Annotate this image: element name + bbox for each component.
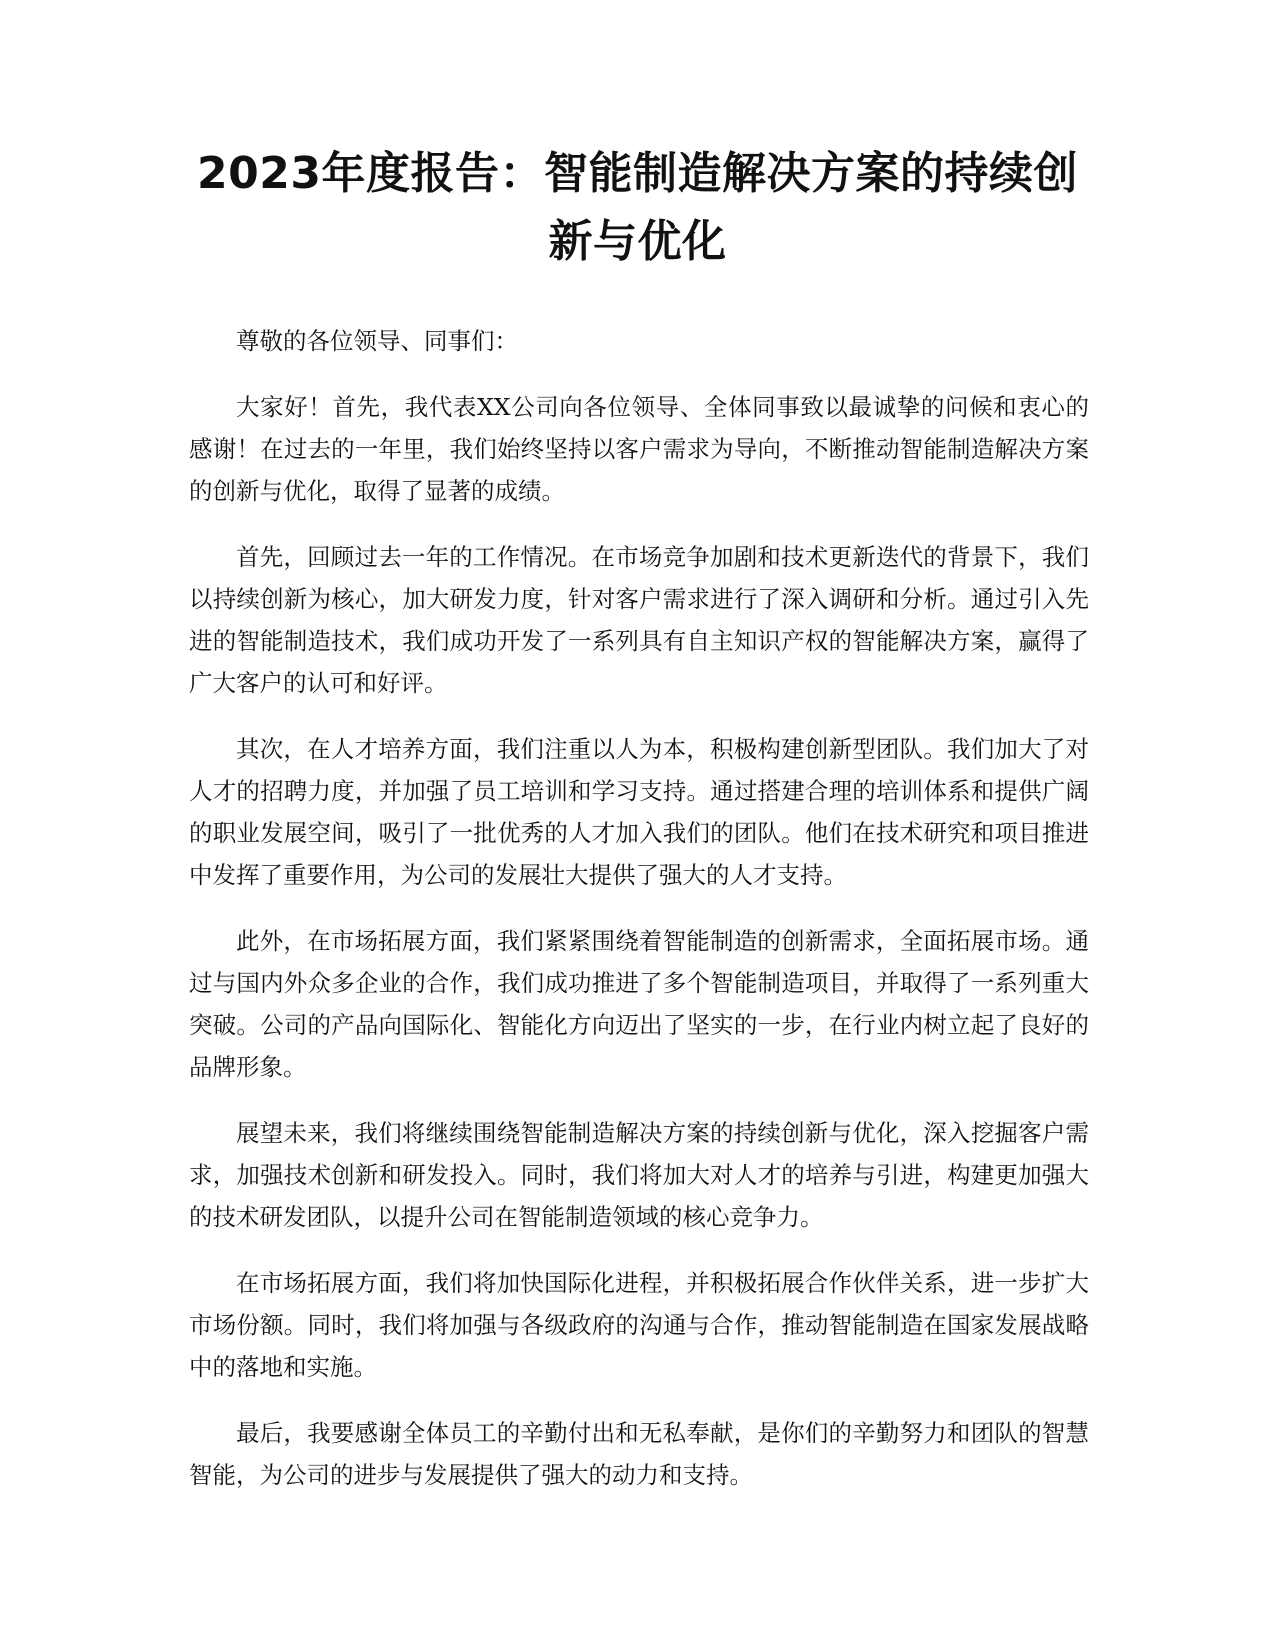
paragraph-talent: 其次，在人才培养方面，我们注重以人为本，积极构建创新型团队。我们加大了对人才的招聘力度，并加强了员工培训和学习支持。通过搭建合理的培训体系和提供广阔的职业发展空间，吸引了一批优秀的人才加入我们的团队。他们在技术研究和项目推进中发挥了重要作用，为公司的发展壮大提供了强大的人才支持。 [189,735,1089,889]
document-title: 2023年度报告：智能制造解决方案的持续创新与优化 [197,148,1078,267]
paragraph-salutation: 尊敬的各位领导、同事们： [236,327,518,355]
paragraph-outlook: 展望未来，我们将继续围绕智能制造解决方案的持续创新与优化，深入挖掘客户需求，加强技术创新和研发投入。同时，我们将加大对人才的培养与引进，构建更加强大的技术研发团队，以提升公司在智能制造领域的核心竞争力。 [189,1119,1089,1231]
paragraph-expansion: 在市场拓展方面，我们将加快国际化进程，并积极拓展合作伙伴关系，进一步扩大市场份额。同时，我们将加强与各级政府的沟通与合作，推动智能制造在国家发展战略中的落地和实施。 [189,1269,1089,1381]
paragraph-greeting: 大家好！首先，我代表XX公司向各位领导、全体同事致以最诚挚的问候和衷心的感谢！在过去的一年里，我们始终坚持以客户需求为导向，不断推动智能制造解决方案的创新与优化，取得了显著的成绩。 [189,393,1089,505]
paragraph-thanks: 最后，我要感谢全体员工的辛勤付出和无私奉献，是你们的辛勤努力和团队的智慧智能，为公司的进步与发展提供了强大的动力和支持。 [189,1419,1089,1489]
paragraph-review: 首先，回顾过去一年的工作情况。在市场竞争加剧和技术更新迭代的背景下，我们以持续创新为核心，加大研发力度，针对客户需求进行了深入调研和分析。通过引入先进的智能制造技术，我们成功开发了一系列具有自主知识产权的智能解决方案，赢得了广大客户的认可和好评。 [189,543,1089,697]
document-body [189,320,1089,1520]
paragraph-market: 此外，在市场拓展方面，我们紧紧围绕着智能制造的创新需求，全面拓展市场。通过与国内外众多企业的合作，我们成功推进了多个智能制造项目，并取得了一系列重大突破。公司的产品向国际化、智能化方向迈出了坚实的一步，在行业内树立起了良好的品牌形象。 [189,927,1089,1081]
